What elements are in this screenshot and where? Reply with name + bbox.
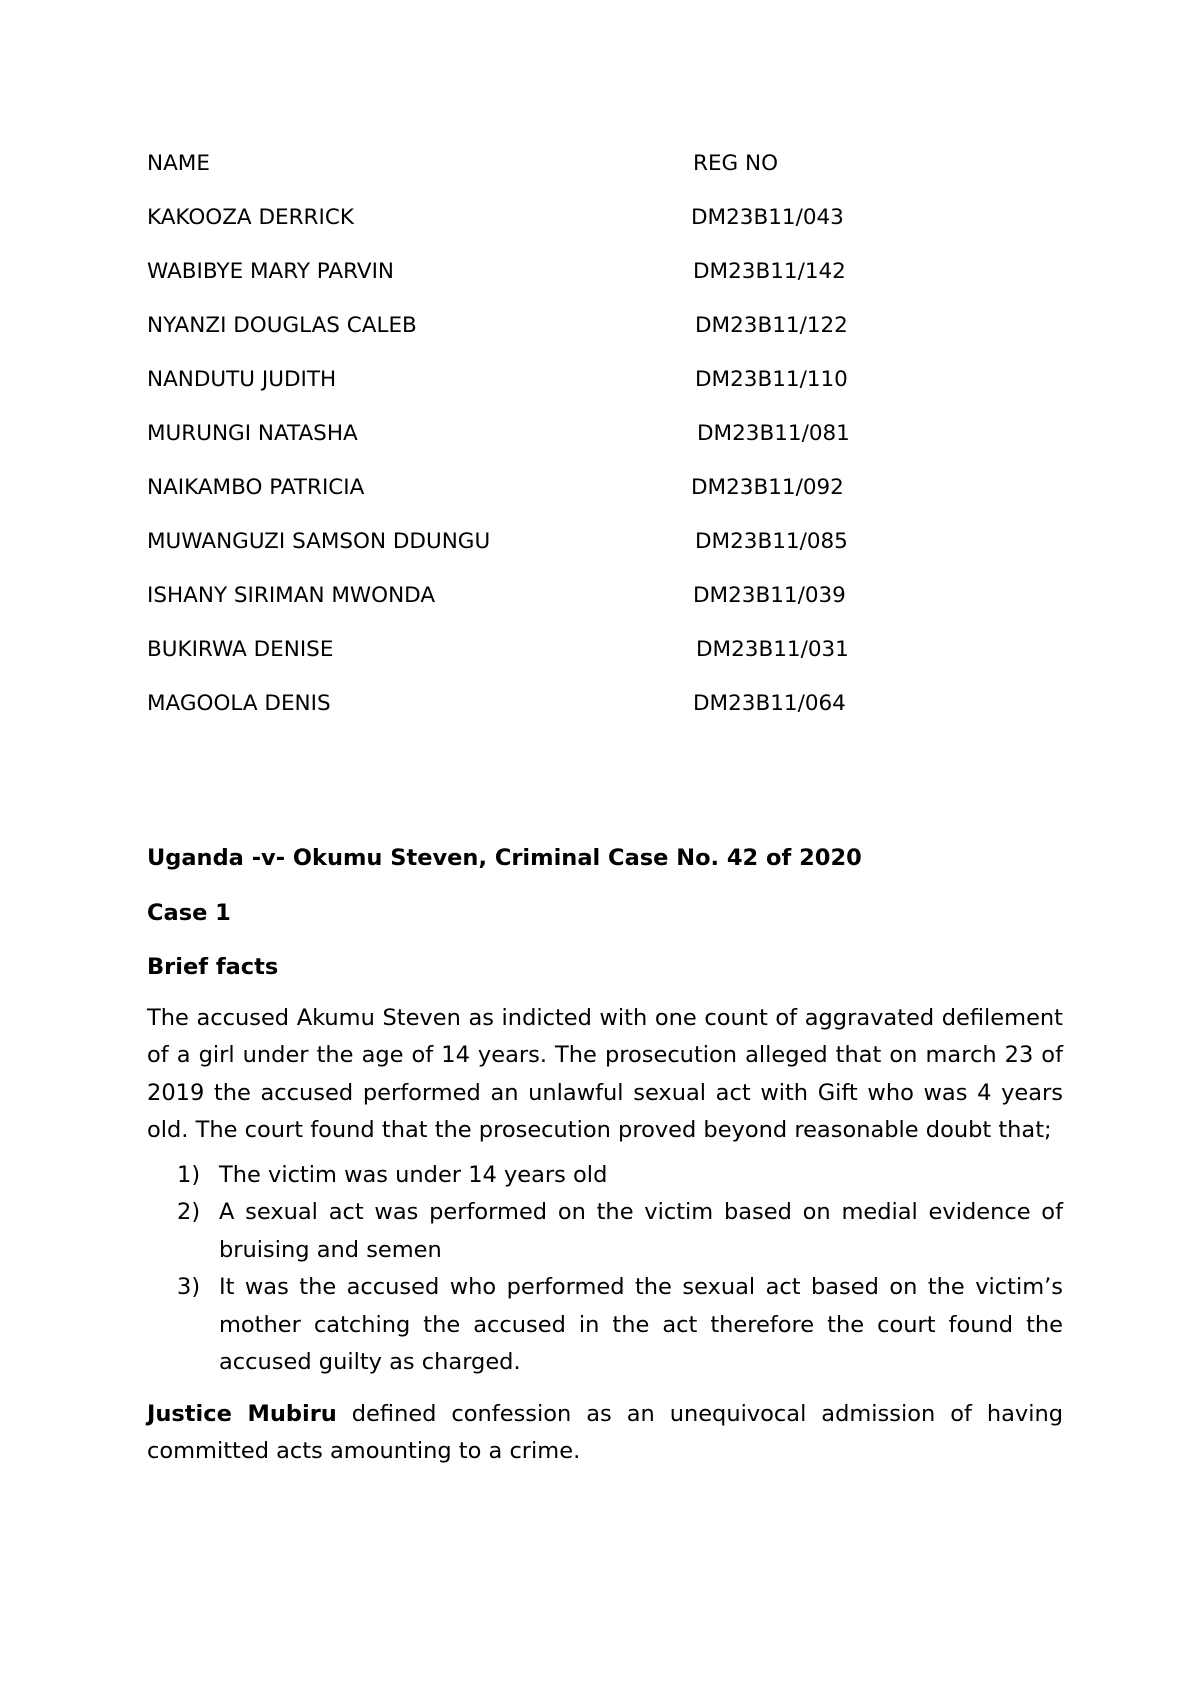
case-label: Case 1 <box>147 899 231 926</box>
justice-name: Justice Mubiru <box>147 1400 337 1427</box>
list-number: 1) <box>177 1161 201 1188</box>
list-item-text: It was the accused who performed the sexual act based on the victim’s mother catching the accused in the act therefore the court found the accused guilty as charged. <box>219 1274 1063 1375</box>
member-name: WABIBYE MARY PARVIN <box>147 259 394 284</box>
member-name: MURUNGI NATASHA <box>147 421 358 446</box>
member-reg-no: DM23B11/081 <box>697 421 850 446</box>
brief-facts-heading: Brief facts <box>147 954 279 980</box>
list-number: 2) <box>177 1199 201 1225</box>
member-row <box>147 636 907 690</box>
member-name: KAKOOZA DERRICK <box>147 205 354 230</box>
member-reg-no: DM23B11/142 <box>693 259 846 284</box>
member-name: MUWANGUZI SAMSON DDUNGU <box>147 529 491 554</box>
list-item <box>147 1157 1063 1195</box>
findings-list <box>147 1157 1063 1382</box>
brief-facts-paragraph: The accused Akumu Steven as indicted with one count of aggravated defilement of a girl under the age of 14 years. The prosecution alleged that on march 23 of 2019 the accused performed an unlawful sexual act with Gift who was 4 years old. The court found that the prosecution proved beyond reasonable doubt that; <box>147 1004 1063 1143</box>
member-list <box>147 150 907 744</box>
member-reg-no: DM23B11/043 <box>691 205 844 230</box>
reg-no-column-header: REG NO <box>693 151 779 176</box>
member-reg-no: DM23B11/031 <box>696 637 849 662</box>
member-name: BUKIRWA DENISE <box>147 637 334 662</box>
member-name: NYANZI DOUGLAS CALEB <box>147 313 417 338</box>
member-row <box>147 528 907 582</box>
case-section <box>147 840 1063 1471</box>
member-name: MAGOOLA DENIS <box>147 691 331 716</box>
member-row <box>147 366 907 420</box>
member-reg-no: DM23B11/064 <box>693 691 846 716</box>
member-row <box>147 312 907 366</box>
member-row <box>147 420 907 474</box>
member-reg-no: DM23B11/039 <box>693 583 846 608</box>
member-reg-no: DM23B11/085 <box>695 529 848 554</box>
list-number: 3) <box>177 1274 201 1300</box>
member-name: NAIKAMBO PATRICIA <box>147 475 365 500</box>
member-row <box>147 258 907 312</box>
list-item-text: A sexual act was performed on the victim based on medial evidence of bruising and semen <box>219 1199 1063 1263</box>
member-row <box>147 690 907 744</box>
member-reg-no: DM23B11/110 <box>695 367 848 392</box>
confession-text: defined confession as an unequivocal admission of having committed acts amounting to a crime. <box>147 1400 1063 1464</box>
list-item-text: The victim was under 14 years old <box>219 1161 608 1188</box>
member-reg-no: DM23B11/122 <box>695 313 848 338</box>
member-name: ISHANY SIRIMAN MWONDA <box>147 583 436 608</box>
list-item <box>147 1269 1063 1382</box>
member-row <box>147 474 907 528</box>
member-row <box>147 204 907 258</box>
confession-paragraph <box>147 1396 1063 1471</box>
member-name: NANDUTU JUDITH <box>147 367 337 392</box>
member-row <box>147 582 907 636</box>
member-list-header <box>147 150 907 204</box>
member-reg-no: DM23B11/092 <box>691 475 844 500</box>
list-item <box>147 1194 1063 1269</box>
name-column-header: NAME <box>147 151 210 176</box>
case-title: Uganda -v- Okumu Steven, Criminal Case No. 42 of 2020 <box>147 845 862 871</box>
